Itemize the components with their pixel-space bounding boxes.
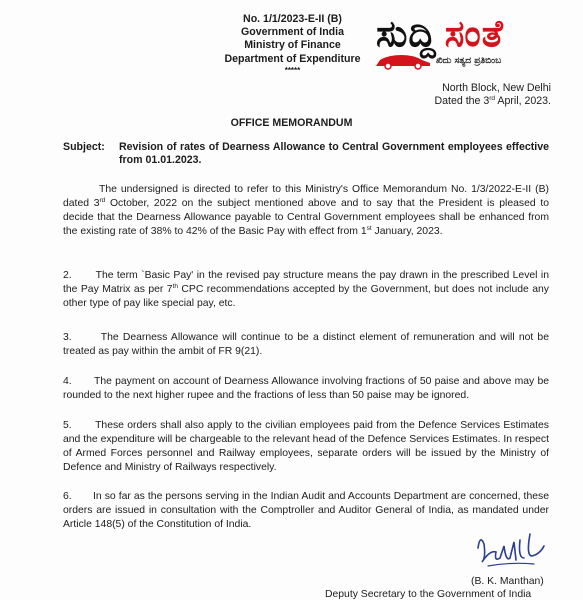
paragraph-4: 4. The payment on account of Dearness Allowance involving fractions of 50 paise and above may be rounded to the next higher rupee and the fractions of less than 50 paise may be ignored. [63,376,550,401]
subject-label: Subject: [63,141,105,153]
logo-tagline: ಖಿದು ಸತ್ಯದ ಪ್ರತಿಬಿಂಬ [436,56,502,66]
signatory-designation: Deputy Secretary to the Government of India [325,589,532,600]
memo-number: No. 1/1/2023-E-II (B) [243,13,342,25]
signatory-name: (B. K. Manthan) [471,576,544,587]
place-date-block [434,82,551,108]
logo-wordmark [376,12,504,56]
paragraph-5: 5. These orders shall also apply to the civilian employees paid from the Defence Services Estimates and the expenditure will be chargeable to the relevant head of the Defence Services Estimates. In respect of Armed Forces personnel and Railway employees, separate orders will be issued by the Ministry of Defence and Ministry of Railways respectively. [63,420,549,473]
signature-image [474,528,548,572]
car-icon [374,52,432,70]
paragraph-6: 6. In so far as the persons serving in the Indian Audit and Accounts Department are concerned, these orders are issued in consultation with the Comptroller and Auditor General of India, as mandated under Article 148(5) of the Constitution of India. [63,491,549,530]
memo-title: OFFICE MEMORANDUM [230,117,353,129]
paragraph-3: 3. The Dearness Allowance will continue to be a distinct element of remuneration and will not be treated as pay within the ambit of FR 9(21). [63,332,549,357]
place: North Block, New Delhi [442,82,551,94]
logo-word-1: ಸುದ್ದಿ [376,12,437,55]
paragraph-1: The undersigned is directed to refer to this Ministry's Office Memorandum No. 1/3/2022-E-II (B) dated 3rd October, 2022 on the subject mentioned above and to say that the President is pleased to decide that the Dearness Allowance payable to Central Government employees shall be enhanced from the existing rate of 38% to 42% of the Basic Pay with effect from 1st January, 2023. [63,184,549,237]
subject-text: Revision of rates of Dearness Allowance to Central Government employees effective from 01.01.2023. [119,141,549,166]
date: Dated the 3rd April, 2023. [434,95,551,107]
department-line: Department of Expenditure [224,52,361,65]
watermark-logo [374,14,574,70]
govt-line: Government of India [240,26,344,39]
stars-separator: ***** [284,65,301,75]
ministry-line: Ministry of Finance [244,39,341,52]
letterhead [205,13,380,75]
logo-word-2: ಸಂತೆ [444,12,504,55]
paragraph-2: 2. The term `Basic Pay' in the revised pay structure means the pay drawn in the prescribed Level in the Pay Matrix as per 7th CPC recommendations accepted by the Government, but does not include any other type of pay like special pay, etc. [63,270,549,309]
